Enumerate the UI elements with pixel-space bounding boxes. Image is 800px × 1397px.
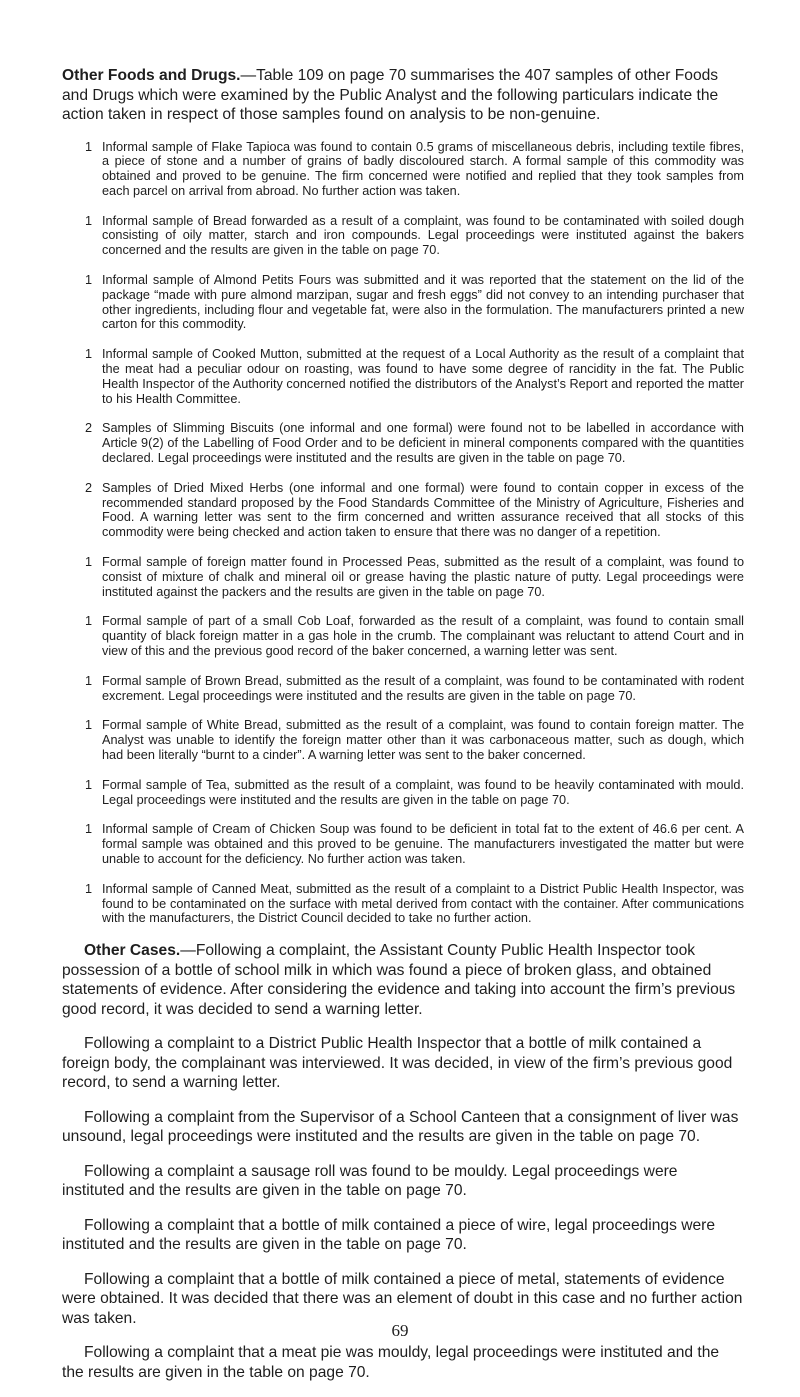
sample-text: Formal sample of foreign matter found in Processed Peas, submitted as the result of a complaint, was found to consist of mixture of chalk and mineral oil or grease having the plastic nature of putty. Legal proceedings were instituted against the packers and the results are given in the table on page 70. bbox=[102, 555, 744, 599]
sample-text: Samples of Slimming Biscuits (one informal and one formal) were found not to be labelled in accordance with Article 9(2) of the Labelling of Food Order and to be deficient in mineral components compared with the quantities declared. Legal proceedings were instituted and the results are given in the table on page 70. bbox=[102, 421, 744, 466]
sample-item bbox=[85, 555, 744, 599]
sample-quantity: 2 bbox=[85, 421, 93, 436]
other-cases-text: —Following a complaint, the Assistant County Public Health Inspector took possession of a bottle of school milk in which was found a piece of broken glass, and obtained statements of evidence. After considering the evidence and taking into account the firm’s previous good record, it was decided to send a warning letter. bbox=[62, 942, 736, 1018]
sample-text: Informal sample of Cooked Mutton, submitted at the request of a Local Authority as the result of a complaint that the meat had a peculiar odour on roasting, was found to have some degree of rancidity in the fat. The Public Health Inspector of the Authority concerned notified the distributors of the Analyst’s Report and reported the matter to his Health Committee. bbox=[102, 347, 744, 406]
sample-item bbox=[85, 481, 744, 540]
sample-text: Formal sample of Tea, submitted as the result of a complaint, was found to be heavily contaminated with mould. Legal proceedings were instituted and the results are given in the table on page 70. bbox=[102, 777, 744, 807]
case-paragraph: Following a complaint a sausage roll was found to be mouldy. Legal proceedings were instituted and the results are given in the table on page 70. bbox=[62, 1162, 678, 1200]
sample-quantity: 1 bbox=[85, 881, 93, 896]
sample-item bbox=[85, 347, 744, 406]
sample-quantity: 1 bbox=[85, 213, 93, 228]
other-cases-paragraph bbox=[62, 941, 744, 1019]
sample-item bbox=[85, 882, 744, 926]
case-paragraph: Following a complaint that a bottle of milk contained a piece of metal, statements of evidence were obtained. It was decided that there was an element of doubt in this case and no further action was taken. bbox=[62, 1270, 743, 1327]
intro-paragraph bbox=[62, 66, 744, 125]
sample-quantity: 1 bbox=[85, 718, 93, 733]
sample-text: Informal sample of Canned Meat, submitted as the result of a complaint to a District Public Health Inspector, was found to be contaminated on the surface with metal derived from contact with the container. After communications with the manufacturers, the District Council decided to take no further action. bbox=[102, 881, 744, 926]
page-number: 69 bbox=[391, 1321, 409, 1340]
sample-quantity: 1 bbox=[85, 273, 93, 288]
case-paragraph: Following a complaint from the Supervisor of a School Canteen that a consignment of liver was unsound, legal proceedings were instituted and the results are given in the table on page 70. bbox=[62, 1108, 739, 1146]
sample-text: Samples of Dried Mixed Herbs (one informal and one formal) were found to contain copper in excess of the recommended standard proposed by the Food Standards Committee of the Ministry of Agriculture, Fisheries and Food. A warning letter was sent to the firm concerned and written assurance received that all stocks of this commodity were being checked and action taken to ensure that there was no danger of a repetition. bbox=[102, 480, 744, 540]
sample-quantity: 1 bbox=[85, 555, 93, 570]
sample-item bbox=[85, 214, 744, 258]
other-cases-section bbox=[62, 941, 744, 1382]
sample-text: Formal sample of Brown Bread, submitted as the result of a complaint, was found to be contaminated with rodent excrement. Legal proceedings were instituted and the results are given in the table on page 70. bbox=[102, 673, 744, 703]
sample-text: Formal sample of White Bread, submitted as the result of a complaint, was found to contain foreign matter. The Analyst was unable to identify the foreign matter other than it was carbonaceous matter, such as dough, which had been literally “burnt to a cinder”. A warning letter was sent to the baker concerned. bbox=[102, 718, 744, 762]
sample-text: Informal sample of Cream of Chicken Soup was found to be deficient in total fat to the extent of 46.6 per cent. A formal sample was obtained and this proved to be genuine. The manufacturers investigated the matter but were unable to account for the deficiency. No further action was taken. bbox=[102, 822, 744, 866]
sample-text: Formal sample of part of a small Cob Loaf, forwarded as the result of a complaint, was found to contain small quantity of black foreign matter in a gas hole in the crumb. The complainant was reluctant to attend Court and in view of this and the previous good record of the baker concerned, a warning letter was sent. bbox=[102, 614, 744, 659]
sample-item bbox=[85, 674, 744, 704]
sample-quantity: 1 bbox=[85, 822, 93, 837]
sample-text: Informal sample of Flake Tapioca was found to contain 0.5 grams of miscellaneous debris, including textile fibres, a piece of stone and a number of grains of badly discoloured starch. A formal sample of this commodity was obtained and proved to be genuine. The firm concerned were notified and replied that they took samples from each parcel on arrival from abroad. No further action was taken. bbox=[102, 139, 744, 198]
case-paragraph: Following a complaint to a District Public Health Inspector that a bottle of milk contained a foreign body, the complainant was interviewed. It was decided, in view of the firm’s previous good record, to send a warning letter. bbox=[62, 1035, 733, 1092]
sample-quantity: 1 bbox=[85, 139, 93, 154]
samples-list bbox=[62, 140, 744, 927]
document-page bbox=[62, 66, 744, 1397]
case-paragraph: Following a complaint that a meat pie was mouldy, legal proceedings were instituted and the the results are given in the table on page 70. bbox=[62, 1344, 720, 1381]
sample-item bbox=[85, 140, 744, 199]
intro-text: —Table 109 on page 70 summarises the 407 samples of other Foods and Drugs which were examined by the Public Analyst and the following particulars indicate the action taken in respect of those samples found on analysis to be non-genuine. bbox=[62, 67, 719, 123]
case-paragraph: Following a complaint that a bottle of milk contained a piece of wire, legal proceedings were instituted and the results are given in the table on page 70. bbox=[62, 1216, 716, 1254]
sample-quantity: 1 bbox=[85, 614, 93, 629]
sample-quantity: 1 bbox=[85, 777, 93, 792]
sample-item bbox=[85, 822, 744, 866]
sample-item bbox=[85, 614, 744, 658]
section-heading-other-cases: Other Cases. bbox=[84, 942, 181, 960]
sample-text: Informal sample of Bread forwarded as a result of a complaint, was found to be contaminated with soiled dough consisting of oily matter, starch and iron compounds. Legal proceedings were instituted against the bakers concerned and the results are given in the table on page 70. bbox=[102, 213, 744, 258]
section-heading-other-foods: Other Foods and Drugs. bbox=[62, 67, 241, 84]
sample-quantity: 1 bbox=[85, 673, 93, 688]
sample-item bbox=[85, 718, 744, 762]
sample-quantity: 2 bbox=[85, 480, 93, 495]
sample-item bbox=[85, 273, 744, 332]
sample-item bbox=[85, 778, 744, 808]
sample-item bbox=[85, 421, 744, 465]
sample-quantity: 1 bbox=[85, 347, 93, 362]
sample-text: Informal sample of Almond Petits Fours was submitted and it was reported that the statement on the lid of the package “made with pure almond marzipan, sugar and fresh eggs” did not convey to an intending purchaser that other ingredients, including flour and vegetable fat, were also in the formulation. The manufacturers printed a new carton for this commodity. bbox=[102, 273, 744, 332]
